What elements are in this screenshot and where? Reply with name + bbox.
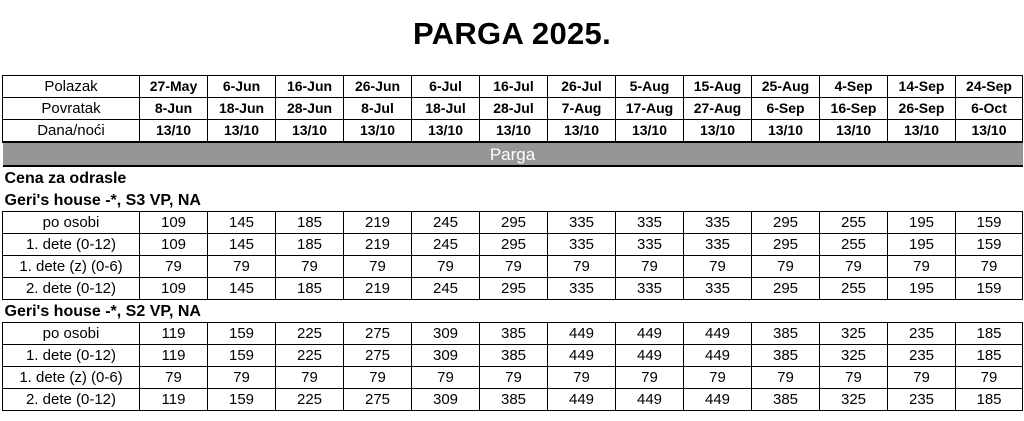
price-row-label: 1. dete (0-12) bbox=[3, 234, 140, 256]
price-cell: 79 bbox=[480, 256, 548, 278]
price-heading: Cena za odrasle bbox=[4, 169, 127, 187]
price-cell: 195 bbox=[888, 212, 956, 234]
departure-row bbox=[3, 76, 1023, 98]
departure-row-cell: 6-Jul bbox=[412, 76, 480, 98]
price-row-label: 1. dete (z) (0-6) bbox=[3, 367, 140, 389]
departure-row-cell: 26-Jul bbox=[548, 76, 616, 98]
price-cell: 159 bbox=[956, 234, 1023, 256]
return-row-label: Povratak bbox=[3, 98, 140, 120]
price-cell: 255 bbox=[820, 234, 888, 256]
price-row bbox=[3, 234, 1023, 256]
price-cell: 185 bbox=[276, 278, 344, 300]
return-row-cell: 7-Aug bbox=[548, 98, 616, 120]
price-cell: 225 bbox=[276, 389, 344, 411]
price-cell: 255 bbox=[820, 212, 888, 234]
price-cell: 79 bbox=[480, 367, 548, 389]
price-cell: 185 bbox=[276, 234, 344, 256]
price-row bbox=[3, 278, 1023, 300]
days-row-cell: 13/10 bbox=[888, 120, 956, 143]
price-cell: 385 bbox=[480, 389, 548, 411]
return-row-cell: 18-Jun bbox=[208, 98, 276, 120]
price-cell: 449 bbox=[548, 323, 616, 345]
days-row-cell: 13/10 bbox=[480, 120, 548, 143]
price-row bbox=[3, 345, 1023, 367]
departure-row-cell: 27-May bbox=[140, 76, 208, 98]
days-row-cell: 13/10 bbox=[684, 120, 752, 143]
price-row bbox=[3, 323, 1023, 345]
return-row-cell: 28-Jul bbox=[480, 98, 548, 120]
days-row-cell: 13/10 bbox=[752, 120, 820, 143]
price-cell: 109 bbox=[140, 212, 208, 234]
departure-row-label: Polazak bbox=[3, 76, 140, 98]
price-cell: 385 bbox=[480, 323, 548, 345]
price-cell: 275 bbox=[344, 323, 412, 345]
price-cell: 119 bbox=[140, 323, 208, 345]
price-cell: 195 bbox=[888, 278, 956, 300]
price-cell: 79 bbox=[956, 256, 1023, 278]
price-cell: 79 bbox=[208, 256, 276, 278]
band-label: Parga bbox=[3, 142, 1023, 166]
days-row-cell: 13/10 bbox=[412, 120, 480, 143]
return-row bbox=[3, 98, 1023, 120]
price-cell: 449 bbox=[616, 389, 684, 411]
price-cell: 145 bbox=[208, 212, 276, 234]
days-row-cell: 13/10 bbox=[344, 120, 412, 143]
price-cell: 79 bbox=[820, 367, 888, 389]
price-cell: 145 bbox=[208, 234, 276, 256]
price-cell: 295 bbox=[480, 212, 548, 234]
return-row-cell: 26-Sep bbox=[888, 98, 956, 120]
price-cell: 335 bbox=[548, 278, 616, 300]
price-cell: 275 bbox=[344, 389, 412, 411]
price-heading-row bbox=[3, 166, 1023, 189]
price-row bbox=[3, 367, 1023, 389]
price-cell: 79 bbox=[548, 256, 616, 278]
price-row-label: 2. dete (0-12) bbox=[3, 389, 140, 411]
price-cell: 79 bbox=[412, 256, 480, 278]
price-cell: 79 bbox=[820, 256, 888, 278]
return-row-cell: 8-Jul bbox=[344, 98, 412, 120]
price-cell: 159 bbox=[208, 323, 276, 345]
price-cell: 79 bbox=[548, 367, 616, 389]
price-cell: 335 bbox=[616, 234, 684, 256]
price-cell: 449 bbox=[548, 345, 616, 367]
price-cell: 335 bbox=[616, 278, 684, 300]
price-row-label: po osobi bbox=[3, 212, 140, 234]
price-cell: 79 bbox=[684, 367, 752, 389]
price-cell: 159 bbox=[956, 212, 1023, 234]
price-cell: 245 bbox=[412, 234, 480, 256]
price-cell: 295 bbox=[752, 234, 820, 256]
accommodation-name: Geri's house -*, S3 VP, NA bbox=[4, 191, 201, 209]
price-cell: 219 bbox=[344, 212, 412, 234]
days-row-cell: 13/10 bbox=[616, 120, 684, 143]
departure-row-cell: 16-Jun bbox=[276, 76, 344, 98]
price-cell: 385 bbox=[752, 345, 820, 367]
accommodation-heading-row bbox=[3, 189, 1023, 212]
price-cell: 79 bbox=[276, 367, 344, 389]
price-cell: 159 bbox=[208, 389, 276, 411]
return-row-cell: 27-Aug bbox=[684, 98, 752, 120]
price-cell: 219 bbox=[344, 278, 412, 300]
return-row-cell: 6-Sep bbox=[752, 98, 820, 120]
price-cell: 159 bbox=[956, 278, 1023, 300]
price-cell: 385 bbox=[752, 323, 820, 345]
days-row-cell: 13/10 bbox=[548, 120, 616, 143]
price-cell: 79 bbox=[276, 256, 344, 278]
price-cell: 79 bbox=[956, 367, 1023, 389]
price-cell: 225 bbox=[276, 345, 344, 367]
price-cell: 79 bbox=[412, 367, 480, 389]
departure-row-cell: 4-Sep bbox=[820, 76, 888, 98]
price-cell: 79 bbox=[208, 367, 276, 389]
departure-row-cell: 16-Jul bbox=[480, 76, 548, 98]
departure-row-cell: 24-Sep bbox=[956, 76, 1023, 98]
price-cell: 235 bbox=[888, 389, 956, 411]
page-title: PARGA 2025. bbox=[413, 16, 611, 51]
return-row-cell: 16-Sep bbox=[820, 98, 888, 120]
price-row bbox=[3, 212, 1023, 234]
price-cell: 255 bbox=[820, 278, 888, 300]
price-cell: 295 bbox=[752, 278, 820, 300]
price-cell: 335 bbox=[616, 212, 684, 234]
days-row bbox=[3, 120, 1023, 143]
price-cell: 79 bbox=[616, 256, 684, 278]
price-cell: 449 bbox=[684, 345, 752, 367]
price-cell: 195 bbox=[888, 234, 956, 256]
price-row-label: 1. dete (0-12) bbox=[3, 345, 140, 367]
price-row-label: 1. dete (z) (0-6) bbox=[3, 256, 140, 278]
price-cell: 449 bbox=[616, 345, 684, 367]
price-cell: 79 bbox=[684, 256, 752, 278]
departure-row-cell: 6-Jun bbox=[208, 76, 276, 98]
price-table bbox=[2, 75, 1023, 411]
price-cell: 119 bbox=[140, 345, 208, 367]
price-cell: 79 bbox=[752, 367, 820, 389]
days-row-cell: 13/10 bbox=[956, 120, 1023, 143]
return-row-cell: 17-Aug bbox=[616, 98, 684, 120]
price-cell: 235 bbox=[888, 323, 956, 345]
price-cell: 335 bbox=[548, 212, 616, 234]
price-cell: 335 bbox=[684, 234, 752, 256]
price-cell: 335 bbox=[548, 234, 616, 256]
price-cell: 145 bbox=[208, 278, 276, 300]
return-row-cell: 8-Jun bbox=[140, 98, 208, 120]
days-row-cell: 13/10 bbox=[140, 120, 208, 143]
price-cell: 449 bbox=[684, 389, 752, 411]
days-row-label: Dana/noći bbox=[3, 120, 140, 143]
price-row bbox=[3, 389, 1023, 411]
price-cell: 185 bbox=[956, 345, 1023, 367]
price-cell: 79 bbox=[888, 367, 956, 389]
price-row bbox=[3, 256, 1023, 278]
price-cell: 385 bbox=[480, 345, 548, 367]
price-cell: 159 bbox=[208, 345, 276, 367]
price-cell: 79 bbox=[752, 256, 820, 278]
departure-row-cell: 25-Aug bbox=[752, 76, 820, 98]
price-cell: 79 bbox=[344, 367, 412, 389]
price-cell: 79 bbox=[616, 367, 684, 389]
price-cell: 109 bbox=[140, 234, 208, 256]
price-cell: 325 bbox=[820, 345, 888, 367]
price-cell: 185 bbox=[956, 323, 1023, 345]
price-cell: 295 bbox=[480, 234, 548, 256]
departure-row-cell: 14-Sep bbox=[888, 76, 956, 98]
price-row-label: 2. dete (0-12) bbox=[3, 278, 140, 300]
price-cell: 385 bbox=[752, 389, 820, 411]
return-row-cell: 18-Jul bbox=[412, 98, 480, 120]
price-cell: 79 bbox=[344, 256, 412, 278]
price-cell: 309 bbox=[412, 345, 480, 367]
accommodation-name: Geri's house -*, S2 VP, NA bbox=[4, 302, 201, 320]
return-row-cell: 28-Jun bbox=[276, 98, 344, 120]
price-cell: 79 bbox=[888, 256, 956, 278]
price-cell: 185 bbox=[956, 389, 1023, 411]
price-cell: 295 bbox=[480, 278, 548, 300]
price-cell: 109 bbox=[140, 278, 208, 300]
price-row-label: po osobi bbox=[3, 323, 140, 345]
price-cell: 325 bbox=[820, 389, 888, 411]
price-cell: 79 bbox=[140, 367, 208, 389]
price-cell: 309 bbox=[412, 389, 480, 411]
price-cell: 335 bbox=[684, 278, 752, 300]
price-cell: 119 bbox=[140, 389, 208, 411]
days-row-cell: 13/10 bbox=[820, 120, 888, 143]
price-cell: 449 bbox=[548, 389, 616, 411]
departure-row-cell: 15-Aug bbox=[684, 76, 752, 98]
price-cell: 79 bbox=[140, 256, 208, 278]
days-row-cell: 13/10 bbox=[208, 120, 276, 143]
days-row-cell: 13/10 bbox=[276, 120, 344, 143]
price-cell: 245 bbox=[412, 278, 480, 300]
price-cell: 295 bbox=[752, 212, 820, 234]
price-cell: 245 bbox=[412, 212, 480, 234]
price-cell: 335 bbox=[684, 212, 752, 234]
price-cell: 219 bbox=[344, 234, 412, 256]
accommodation-heading-row bbox=[3, 300, 1023, 323]
price-cell: 185 bbox=[276, 212, 344, 234]
price-cell: 325 bbox=[820, 323, 888, 345]
departure-row-cell: 26-Jun bbox=[344, 76, 412, 98]
price-cell: 225 bbox=[276, 323, 344, 345]
destination-band bbox=[3, 142, 1023, 166]
price-cell: 275 bbox=[344, 345, 412, 367]
price-cell: 235 bbox=[888, 345, 956, 367]
price-cell: 449 bbox=[684, 323, 752, 345]
price-cell: 449 bbox=[616, 323, 684, 345]
price-cell: 309 bbox=[412, 323, 480, 345]
return-row-cell: 6-Oct bbox=[956, 98, 1023, 120]
departure-row-cell: 5-Aug bbox=[616, 76, 684, 98]
